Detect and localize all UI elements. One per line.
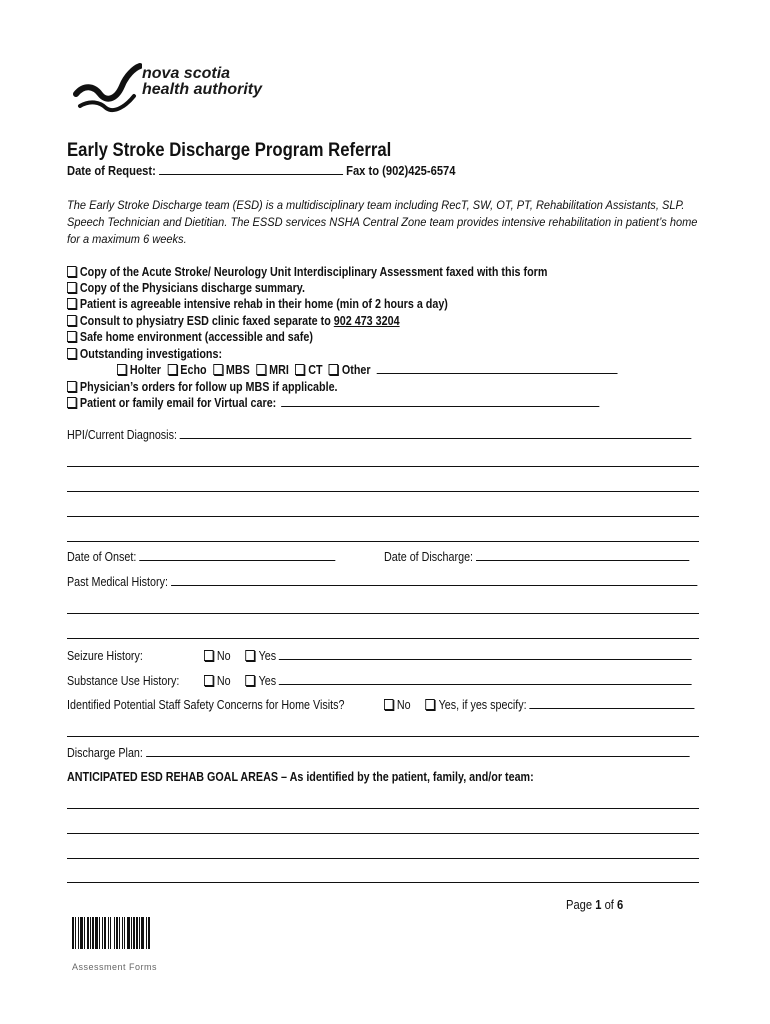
logo-wordmark [142, 66, 262, 98]
safety-line[interactable] [67, 736, 699, 737]
footer-note: Assessment Forms [72, 962, 158, 972]
barcode-bar [102, 917, 103, 949]
goals-line[interactable] [67, 808, 699, 809]
date-of-request-label: Date of Request: [67, 163, 156, 178]
hpi-line[interactable] [67, 466, 699, 467]
barcode-bar [131, 917, 132, 949]
page-current: 1 [595, 897, 602, 912]
goals-line[interactable] [67, 833, 699, 834]
seizure-no-checkbox[interactable] [204, 650, 213, 661]
checkbox-holter[interactable] [117, 364, 126, 375]
checklist-item [67, 314, 400, 328]
checkbox-mri[interactable] [256, 364, 265, 375]
hpi-line[interactable] [67, 491, 699, 492]
safety-detail-field[interactable] [530, 707, 695, 709]
checkbox-mbs-orders[interactable] [67, 381, 76, 392]
checklist-item [67, 297, 448, 311]
barcode-bar [127, 917, 130, 949]
substance-label: Substance Use History: [67, 674, 180, 688]
barcode-bar [116, 917, 118, 949]
seizure-label: Seizure History: [67, 649, 143, 663]
hpi-line[interactable] [67, 516, 699, 517]
discharge-plan-field[interactable] [146, 755, 690, 757]
yes-specify-label: Yes, if yes specify: [438, 698, 527, 712]
barcode-bar [104, 917, 106, 949]
substance-options [204, 674, 692, 688]
barcode-bar [139, 917, 140, 949]
virtual-care-email-field[interactable] [281, 405, 599, 407]
page-label: Page [566, 897, 593, 912]
seizure-row [67, 649, 143, 663]
checkbox-investigations[interactable] [67, 348, 76, 359]
checklist-label: Patient is agreeable intensive rehab in their home (min of 2 hours a day) [79, 297, 448, 311]
seizure-options [204, 649, 692, 663]
page-number [566, 897, 623, 912]
safety-no-checkbox[interactable] [384, 699, 393, 710]
yes-label: Yes [258, 649, 277, 663]
intro-paragraph: The Early Stroke Discharge team (ESD) is a multidisciplinary team including RecT, SW, OT, PT, Rehabilitation Assistants, SLP. Speech Technician and Dietitian. The ESSD services NSHA Central Zone team provides intensive rehabilitation in patient’s home for a maximum 6 weeks. [67, 198, 698, 246]
safety-yes-checkbox[interactable] [426, 699, 435, 710]
other-investigation-field[interactable] [377, 372, 618, 374]
pmh-line[interactable] [67, 638, 699, 639]
barcode-bar [80, 917, 83, 949]
checklist-label: Consult to physiatry ESD clinic faxed separate to [79, 314, 331, 328]
hpi-row [67, 428, 692, 442]
request-line [67, 163, 455, 178]
barcode-bar [78, 917, 79, 949]
logo-line-1: nova scotia [142, 65, 231, 82]
seizure-detail-field[interactable] [279, 658, 692, 660]
checkbox-physiatry[interactable] [67, 315, 76, 326]
substance-detail-field[interactable] [279, 683, 692, 685]
goals-line[interactable] [67, 882, 699, 883]
date-of-discharge-label: Date of Discharge: [384, 550, 474, 564]
date-of-onset-label: Date of Onset: [67, 550, 137, 564]
barcode-icon [72, 917, 218, 949]
checklist-item [67, 347, 222, 361]
barcode-bar [75, 917, 76, 949]
checklist-label: Patient or family email for Virtual care: [79, 396, 277, 410]
seizure-yes-checkbox[interactable] [246, 650, 255, 661]
pmh-line[interactable] [67, 613, 699, 614]
barcode-bar [110, 917, 111, 949]
checklist-label: Outstanding investigations: [79, 347, 223, 361]
holter-label: Holter [129, 363, 161, 377]
checkbox-safe-home[interactable] [67, 331, 76, 342]
checklist-label: Copy of the Acute Stroke/ Neurology Unit Interdisciplinary Assessment faxed with this form [79, 265, 548, 279]
safety-label: Identified Potential Staff Safety Concerns for Home Visits? [67, 698, 345, 712]
checklist-item [67, 281, 305, 295]
substance-no-checkbox[interactable] [204, 675, 213, 686]
barcode-bar [136, 917, 138, 949]
checklist-item [67, 265, 547, 279]
page-of: of [604, 897, 614, 912]
page-title: Early Stroke Discharge Program Referral [67, 140, 392, 161]
onset-row [67, 550, 335, 564]
checkbox-agreeable[interactable] [67, 298, 76, 309]
barcode-bar [108, 917, 109, 949]
barcode-bar [95, 917, 98, 949]
mri-label: MRI [269, 363, 289, 377]
wave-logo-icon [72, 56, 142, 116]
checkbox-ct[interactable] [295, 364, 304, 375]
discharge-plan-row [67, 746, 689, 760]
physiatry-fax-number: 902 473 3204 [333, 314, 400, 328]
barcode-bar [114, 917, 115, 949]
barcode-bar [133, 917, 135, 949]
pmh-row [67, 575, 697, 589]
pmh-label: Past Medical History: [67, 575, 168, 589]
fax-label: Fax to (902)425-6574 [346, 163, 456, 178]
barcode-bar [141, 917, 144, 949]
barcode-bar [87, 917, 89, 949]
no-label: No [216, 674, 231, 688]
date-of-discharge-field[interactable] [476, 559, 689, 561]
barcode-bar [146, 917, 147, 949]
barcode-bar [90, 917, 91, 949]
no-label: No [396, 698, 411, 712]
echo-label: Echo [180, 363, 207, 377]
checklist-item [67, 396, 599, 410]
goals-heading: ANTICIPATED ESD REHAB GOAL AREAS – As identified by the patient, family, and/or team: [67, 770, 534, 784]
substance-row [67, 674, 179, 688]
yes-label: Yes [258, 674, 277, 688]
page-total: 6 [617, 897, 624, 912]
ct-label: CT [308, 363, 323, 377]
hpi-label: HPI/Current Diagnosis: [67, 428, 177, 442]
barcode-bar [99, 917, 100, 949]
checkbox-discharge-summary[interactable] [67, 282, 76, 293]
barcode-bar [92, 917, 94, 949]
checklist-label: Safe home environment (accessible and safe) [79, 330, 313, 344]
checkbox-assessment[interactable] [67, 266, 76, 277]
barcode-bar [122, 917, 123, 949]
nsha-logo [72, 56, 272, 116]
checklist-label: Physician’s orders for follow up MBS if applicable. [79, 380, 338, 394]
safety-row [67, 698, 344, 712]
other-label: Other [341, 363, 371, 377]
no-label: No [216, 649, 231, 663]
discharge-row [384, 550, 689, 564]
goals-line[interactable] [67, 858, 699, 859]
safety-options [384, 698, 695, 712]
checkbox-virtual-care-email[interactable] [67, 397, 76, 408]
barcode-bar [124, 917, 125, 949]
checklist-item [67, 330, 313, 344]
checkbox-other[interactable] [329, 364, 338, 375]
hpi-line[interactable] [67, 541, 699, 542]
date-of-onset-field[interactable] [139, 559, 335, 561]
investigations-row [117, 363, 618, 377]
substance-yes-checkbox[interactable] [246, 675, 255, 686]
checklist-item [67, 380, 338, 394]
checkbox-echo[interactable] [167, 364, 176, 375]
barcode-bar [148, 917, 150, 949]
hpi-field[interactable] [180, 437, 692, 439]
date-of-request-field[interactable] [159, 173, 343, 175]
logo-line-2: health authority [142, 81, 263, 98]
discharge-plan-label: Discharge Plan: [67, 746, 143, 760]
barcode-bar [72, 917, 74, 949]
checkbox-mbs[interactable] [213, 364, 222, 375]
pmh-field[interactable] [171, 584, 697, 586]
mbs-label: MBS [225, 363, 250, 377]
barcode-bar [119, 917, 120, 949]
barcode-bar [84, 917, 85, 949]
checklist-label: Copy of the Physicians discharge summary. [79, 281, 305, 295]
